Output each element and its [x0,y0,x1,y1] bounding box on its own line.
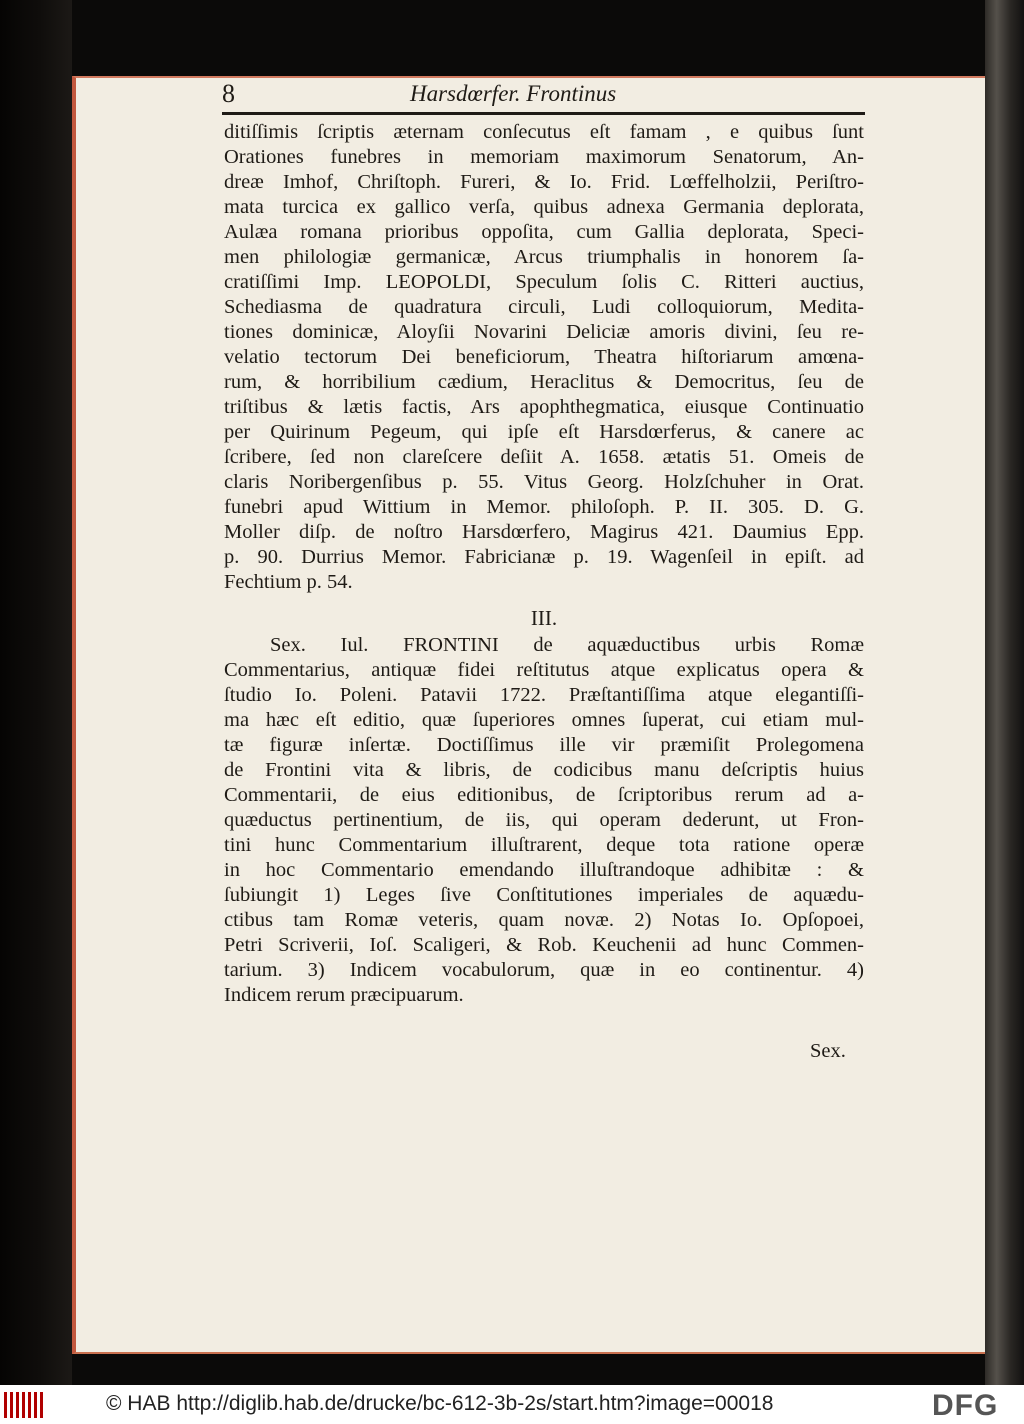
text-line: Orationes funebres in memoriam maximorum Senatorum, An- [224,146,864,168]
text-line: ditiſſimis ſcriptis æternam conſecutus eſt famam , e quibus ſunt [224,121,864,143]
text-line: cratiſſimi Imp. LEOPOLDI, Speculum ſolis C. Ritteri auctius, [224,271,864,293]
text-line: Moller diſp. de noſtro Harsdœrfero, Magirus 421. Daumius Epp. [224,521,864,543]
book-spine-shadow [0,0,72,1385]
paragraph-frontinus [224,633,864,1008]
text-line: claris Noribergenſibus p. 55. Vitus Georg. Holzſchuher in Orat. [224,471,864,493]
text-line: ſtudio Io. Poleni. Patavii 1722. Præſtantiſſima atque elegantiſſi- [224,684,864,706]
text-line: Commentarius, antiquæ fidei reſtitutus atque explicatus opera & [224,659,864,681]
text-line: quæductus pertinentium, de iis, qui operam dederunt, ut Fron- [224,809,864,831]
viewer-footer [0,1385,1024,1424]
copyright-link[interactable]: © HAB http://diglib.hab.de/drucke/bc-612-3b-2s/start.htm?image=00018 [106,1392,774,1415]
text-line: p. 90. Durrius Memor. Fabricianæ p. 19. Wagenſeil in epiſt. ad [224,546,864,568]
text-line: Fechtium p. 54. [224,571,353,593]
text-line: triſtibus & lætis factis, Ars apophthegmatica, eiusque Continuatio [224,396,864,418]
page-body [224,120,864,1008]
text-line: per Quirinum Pegeum, qui ipſe eſt Harsdœrferus, & canere ac [224,421,864,443]
page-number: 8 [222,79,235,108]
text-line: mata turcica ex gallico verſa, quibus adnexa Germania deplorata, [224,196,864,218]
text-line: tini hunc Commentarium illuſtrarent, deque tota ratione operæ [224,834,864,856]
text-line: ma hæc eſt editio, quæ ſuperiores omnes ſuperat, cui etiam mul- [224,709,864,731]
text-line: Petri Scriverii, Ioſ. Scaligeri, & Rob. Keuchenii ad hunc Commen- [224,934,864,956]
text-line: ctibus tam Romæ veteris, quam novæ. 2) Notas Io. Opſopoei, [224,909,864,931]
header-rule [222,112,865,115]
text-line: tæ figuræ inſertæ. Doctiſſimus ille vir præmiſit Prolegomena [224,734,864,756]
text-line: ſubiungit 1) Leges ſive Conſtitutiones imperiales de aquædu- [224,884,864,906]
text-line: rum, & horribilium cædium, Heraclitus & Democritus, ſeu de [224,371,864,393]
text-line: tiones dominicæ, Aloyſii Novarini Deliciæ amoris divini, ſeu re- [224,321,864,343]
text-line: men philologiæ germanicæ, Arcus triumphalis in honorem ſa- [224,246,864,268]
text-line: tarium. 3) Indicem vocabulorum, quæ in eo continentur. 4) [224,959,864,981]
text-line: de Frontini vita & libris, de codicibus manu deſcriptis huius [224,759,864,781]
text-line: ſcribere, ſed non clareſcere deſiit A. 1658. ætatis 51. Omeis de [224,446,864,468]
text-line: Indicem rerum præcipuarum. [224,984,464,1006]
barcode-icon [4,1392,44,1418]
text-line: funebri apud Wittium in Memor. philoſoph. P. II. 305. D. G. [224,496,864,518]
text-line: velatio tectorum Dei beneficiorum, Theatra hiſtoriarum amœna- [224,346,864,368]
text-line: Sex. Iul. FRONTINI de aquæductibus urbis Romæ [270,634,864,656]
running-head: Harsdœrfer. Frontinus [410,81,617,106]
section-number: III. [530,606,558,630]
text-line: Schediasma de quadratura circuli, Ludi colloquiorum, Medita- [224,296,864,318]
paragraph-harsdoerfer [224,120,864,595]
catchword: Sex. [810,1040,846,1062]
page-header [222,79,862,115]
text-line: Commentarii, de eius editionibus, de ſcriptoribus rerum ad a- [224,784,864,806]
text-line: in hoc Commentario emendando illuſtrandoque adhibitæ : & [224,859,864,881]
text-line: dreæ Imhof, Chriſtoph. Fureri, & Io. Frid. Lœffelholzii, Periſtro- [224,171,864,193]
dfg-logo: DFG [932,1389,999,1422]
page-edge-right [985,0,1024,1385]
text-line: Aulæa romana prioribus oppoſita, cum Gallia deplorata, Speci- [224,221,864,243]
